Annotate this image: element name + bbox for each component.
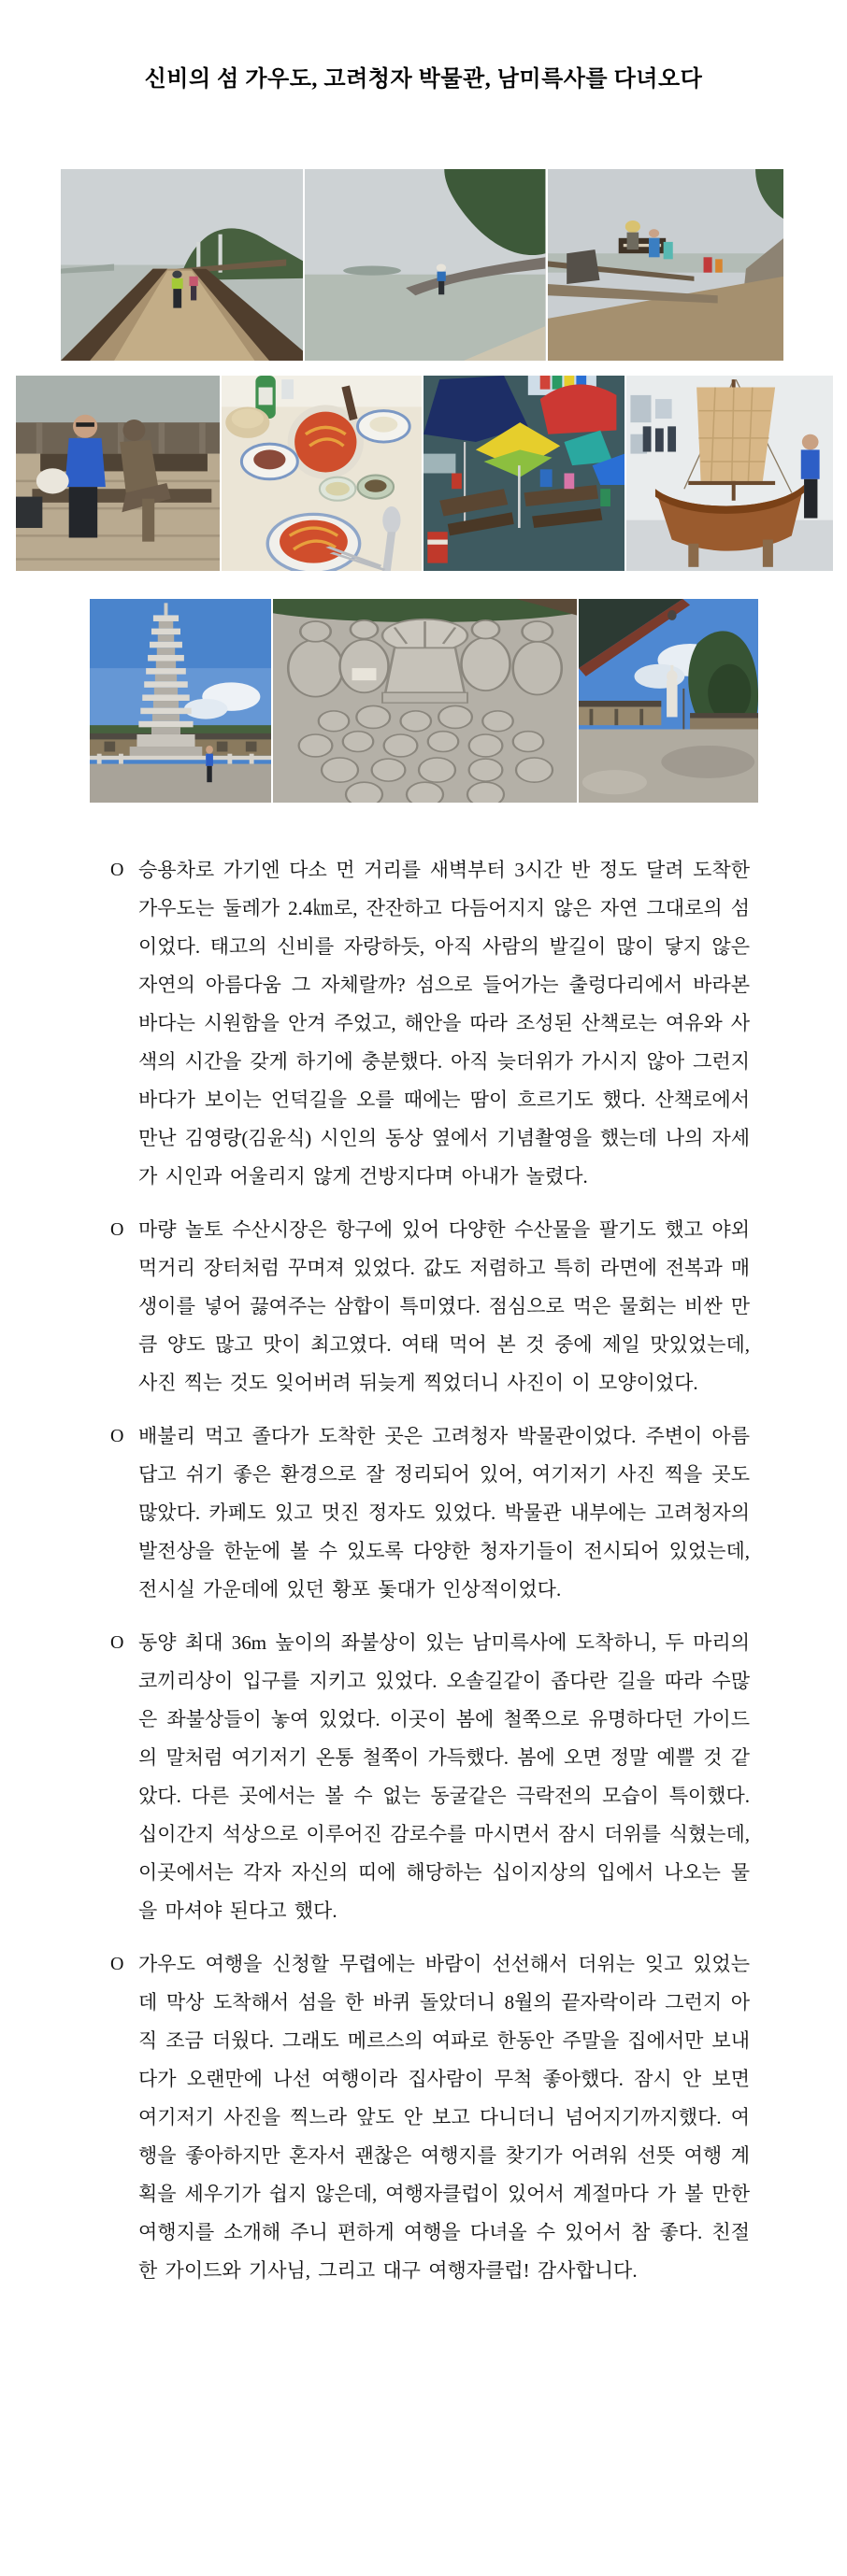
photo-stone-pagoda <box>90 599 271 803</box>
statue-bench-illustration <box>16 376 220 571</box>
photo-gaudo-boardwalk-bridge <box>61 169 303 361</box>
bullet-marker: O <box>110 1954 124 1975</box>
photo-wooden-deck-visitors <box>548 169 783 361</box>
paragraph-nammireuksa-temple <box>110 1624 750 1930</box>
photo-temple-eaves-and-statue <box>579 599 758 803</box>
photo-seafood-lunch-table <box>222 376 422 571</box>
travel-journal-page <box>0 15 847 2576</box>
paragraph-text: 마량 놀토 수산시장은 항구에 있어 다양한 수산물을 팔기도 했고 야외 먹거리 장터처럼 꾸며져 있었다. 값도 저렴하고 특히 라면에 전복과 매생이를 넣어 끓여주는 삼합이 특미였다. 점심으로 먹은 물회는 비싼 만큼 양도 많고 맛이 최고였다. 여태 먹어 본 것 중에 제일 맛있었는데, 사진 찍는 것도 잊어버려 뒤늦게 찍었더니 사진이 이 모양이었다. <box>138 1218 750 1395</box>
photo-row-1 <box>61 169 783 361</box>
deck-visitors-illustration <box>548 169 783 361</box>
paragraph-maryang-fish-market <box>110 1211 750 1402</box>
paragraph-celadon-museum <box>110 1417 750 1609</box>
paragraph-gaudo-island <box>110 851 750 1196</box>
photo-wooden-sailboat-model <box>626 376 833 571</box>
paragraph-text: 동양 최대 36m 높이의 좌불상이 있는 남미륵사에 도착하니, 두 마리의 코끼리상이 입구를 지키고 있었다. 오솔길같이 좁다란 길을 따라 수많은 좌불상들이 놓여 있었다. 이곳이 봄에 철쭉으로 유명하다던 가이드의 말처럼 여기저기 온통 철쭉이 가득했다. 봄에 오면 정말 예쁠 것 같았다. 다른 곳에서는 볼 수 없는 동굴같은 극락전의 모습이 특이했다. 십이간지 석상으로 이루어진 감로수를 마시면서 잠시 더위를 식혔는데, 이곳에서는 각자 자신의 띠에 해당하는 십이지상의 입에서 나오는 물을 마셔야 된다고 했다. <box>138 1631 750 1923</box>
paragraph-text: 가우도 여행을 신청할 무렵에는 바람이 선선해서 더위는 잊고 있었는데 막상 도착해서 섬을 한 바퀴 돌았더니 8월의 끝자락이라 그런지 아직 조금 더웠다. 그래도 메르스의 여파로 한동안 주말을 집에서만 보내다가 오랜만에 나선 여행이라 집사람이 무척 좋아했다. 잠시 안 보면 여기저기 사진을 찍느라 앞도 안 보고 다니더니 넘어지기까지했다. 여행을 좋아하지만 혼자서 괜찮은 여행지를 찾기가 어려워 선뜻 여행 계획을 세우기가 쉽지 않은데, 여행자클럽이 있어서 계절마다 가 볼 만한 여행지를 소개해 주니 편하게 여행을 다녀올 수 있어서 참 좋다. 친절한 가이드와 기사님, 그리고 대구 여행자클럽! 감사합니다. <box>138 1953 750 2283</box>
bullet-marker: O <box>110 1632 124 1654</box>
sailboat-model-illustration <box>626 376 833 571</box>
photo-colorful-umbrella-market <box>424 376 624 571</box>
umbrella-market-illustration <box>424 376 624 571</box>
photo-row-3 <box>90 599 758 803</box>
seafood-meal-illustration <box>222 376 422 571</box>
paragraph-text: 배불리 먹고 졸다가 도착한 곳은 고려청자 박물관이었다. 주변이 아름답고 쉬기 좋은 환경으로 잘 정리되어 있어, 여기저기 사진 찍을 곳도 많았다. 카페도 있고 멋진 정자도 있었다. 박물관 내부에는 고려청자의 발전상을 한눈에 볼 수 있도록 다양한 청자기들이 전시되어 있었는데, 전시실 가운데에 있던 황포 돛대가 인상적이었다. <box>138 1425 750 1601</box>
photo-poet-statue-bench <box>16 376 220 571</box>
paragraph-text: 승용차로 가기엔 다소 먼 거리를 새벽부터 3시간 반 정도 달려 도착한 가우도는 둘레가 2.4㎞로, 잔잔하고 다듬어지지 않은 자연 그대로의 섬이었다. 태고의 신비를 자랑하듯, 아직 사람의 발길이 많이 닿지 않은 자연의 아름다움 그 자체랄까? 섬으로 들어가는 출렁다리에서 바라본 바다는 시원함을 안겨 주었고, 해안을 따라 조성된 산책로는 여유와 사색의 시간을 갖게 하기에 충분했다. 아직 늦더위가 가시지 않아 그런지 바다가 보이는 언덕길을 오를 때에는 땀이 흐르기도 했다. 산책로에서 만난 김영랑(김윤식) 시인의 동상 옆에서 기념촬영을 했는데 나의 자세가 시인과 어울리지 않게 건방지다며 아내가 놀렸다. <box>138 859 750 1188</box>
temple-view-illustration <box>579 599 758 803</box>
photo-coastal-pines-sea <box>305 169 545 361</box>
bullet-marker: O <box>110 860 124 881</box>
photo-row-2 <box>16 376 833 571</box>
stone-pagoda-illustration <box>90 599 271 803</box>
bullet-marker: O <box>110 1426 124 1447</box>
buddha-statues-illustration <box>273 599 577 803</box>
photo-stone-buddha-statues <box>273 599 577 803</box>
paragraph-closing-thanks <box>110 1945 750 2290</box>
journal-body <box>110 851 750 2290</box>
page-title: 신비의 섬 가우도, 고려청자 박물관, 남미륵사를 다녀오다 <box>144 67 703 93</box>
coastal-pines-illustration <box>305 169 545 361</box>
bullet-marker: O <box>110 1219 124 1241</box>
boardwalk-bridge-illustration <box>61 169 303 361</box>
